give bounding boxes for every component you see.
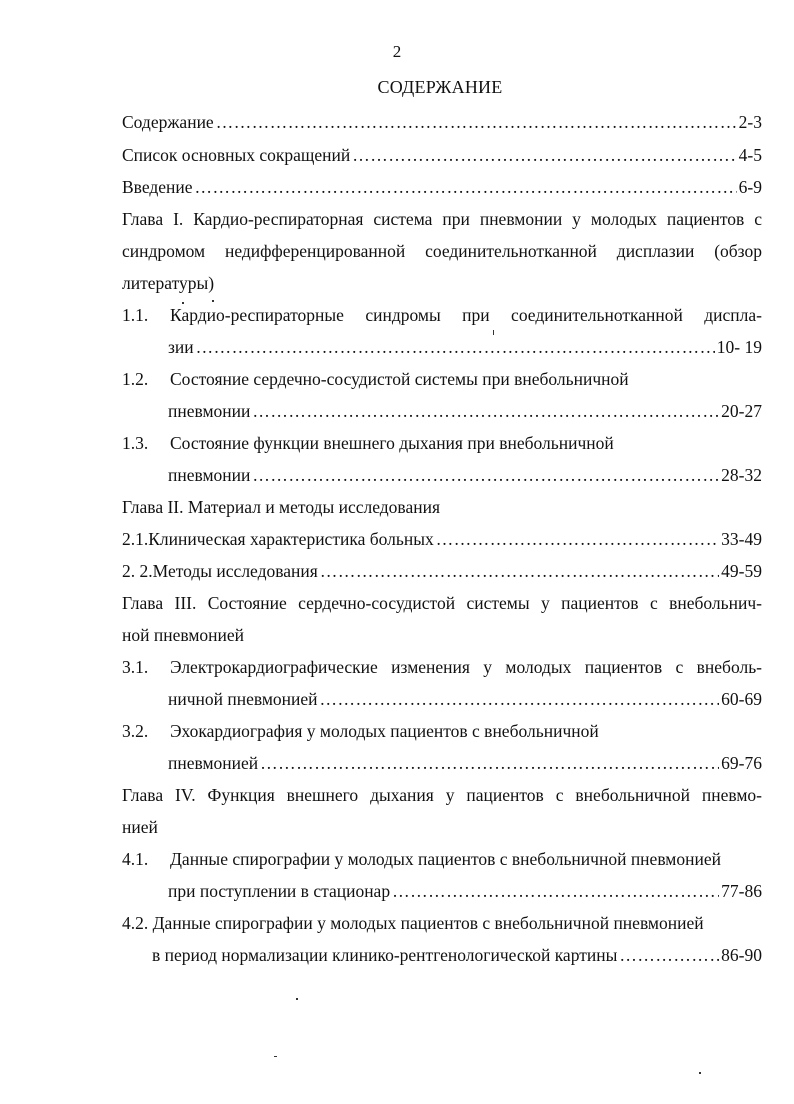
toc-entry-abbreviations [122, 144, 762, 166]
toc-section-3-2-cont [168, 752, 762, 774]
chapter-4-heading-line-1: Глава IV. Функция внешнего дыхания у пациентов с внебольничной пневмо- [122, 785, 762, 805]
dot-leader [252, 400, 719, 422]
toc-entry-pages: 20-27 [721, 401, 762, 421]
scan-speck [493, 330, 494, 335]
toc-entry-pages: 77-86 [721, 881, 762, 901]
section-title-line-1: Электрокардиографические изменения у молодых пациентов с внеболь- [170, 657, 762, 677]
section-title-line-2: пневмонии [168, 465, 251, 485]
scan-speck [274, 1056, 277, 1057]
chapter-1-heading-line-1: Глава I. Кардио-респираторная система при пневмонии у молодых пациентов с [122, 209, 762, 229]
dot-leader [619, 944, 719, 966]
section-number: 4.2. [122, 913, 149, 933]
toc-entry-pages: 60-69 [721, 689, 762, 709]
section-title-line-1: Состояние сердечно-сосудистой системы при внебольничной [170, 369, 629, 389]
section-title-line-2: зии [168, 337, 194, 357]
section-number: 3.2. [122, 721, 149, 741]
section-number: 3.1. [122, 657, 149, 677]
toc-section-1-3-cont [168, 464, 762, 486]
section-title-line-2: в период нормализации клинико-рентгенологической картины [152, 945, 618, 965]
scan-speck [182, 302, 184, 304]
section-number: 1.1. [122, 305, 149, 325]
section-title: Методы исследования [152, 561, 318, 581]
scan-speck [699, 1072, 701, 1074]
dot-leader [436, 528, 719, 550]
toc-entry-contents [122, 111, 762, 133]
toc-entry-pages: 86-90 [721, 945, 762, 965]
page-number: 2 [392, 42, 402, 61]
toc-section-3-1-cont [168, 688, 762, 710]
toc-section-4-2-cont [152, 944, 762, 966]
dot-leader [320, 688, 720, 710]
chapter-3-heading-line-2: ной пневмонией [122, 625, 245, 645]
chapter-3-heading-line-1: Глава III. Состояние сердечно-сосудистой системы у пациентов с внебольнич- [122, 593, 762, 613]
toc-entry-pages: 6-9 [738, 177, 762, 197]
dot-leader [352, 144, 736, 166]
toc-section-2-2 [122, 560, 762, 582]
toc-entry-introduction [122, 176, 762, 198]
section-title: Клиническая характеристика больных [148, 529, 434, 549]
toc-section-1-3 [122, 432, 762, 454]
section-number: 1.2. [122, 369, 149, 389]
toc-section-3-1 [122, 656, 762, 678]
dot-leader [320, 560, 719, 582]
chapter-4-heading-line-2: нией [122, 817, 158, 837]
toc-title: СОДЕРЖАНИЕ [377, 77, 503, 97]
section-title-line-1: Состояние функции внешнего дыхания при внебольничной [170, 433, 614, 453]
toc-section-4-2 [122, 912, 762, 934]
toc-entry-pages: 28-32 [721, 465, 762, 485]
section-title-line-2: при поступлении в стационар [168, 881, 391, 901]
section-title-line-2: пневмонией [168, 753, 259, 773]
toc-section-4-1 [122, 848, 762, 870]
section-number: 2. 2. [122, 561, 153, 581]
section-title-line-2: пневмонии [168, 401, 251, 421]
dot-leader [392, 880, 719, 902]
section-number: 2.1. [122, 529, 149, 549]
section-title-line-1: Эхокардиография у молодых пациентов с внебольничной [170, 721, 599, 741]
toc-entry-pages: 10- 19 [716, 337, 762, 357]
toc-section-1-1 [122, 304, 762, 326]
scan-speck [296, 998, 298, 1000]
dot-leader [216, 111, 737, 133]
toc-section-2-1 [122, 528, 762, 550]
toc-entry-pages: 33-49 [721, 529, 762, 549]
chapter-1-heading-line-2: синдромом недифференцированной соединительнотканной дисплазии (обзор [122, 241, 762, 261]
section-title-line-1: Данные спирографии у молодых пациентов с внебольничной пневмонией [170, 849, 721, 869]
chapter-1-heading-line-3: литературы) [122, 273, 215, 293]
section-title-line-1: Данные спирографии у молодых пациентов с внебольничной пневмонией [152, 913, 704, 933]
dot-leader [196, 336, 715, 358]
toc-section-1-2 [122, 368, 762, 390]
toc-entry-pages: 4-5 [738, 145, 762, 165]
section-number: 1.3. [122, 433, 149, 453]
dot-leader [195, 176, 737, 198]
toc-section-3-2 [122, 720, 762, 742]
dot-leader [252, 464, 719, 486]
toc-section-1-2-cont [168, 400, 762, 422]
toc-entry-title: Введение [122, 177, 193, 197]
section-title-line-1: Кардио-респираторные синдромы при соединительнотканной диспла- [170, 305, 762, 325]
section-title-line-2: ничной пневмонией [168, 689, 318, 709]
scan-speck [212, 300, 214, 302]
dot-leader [260, 752, 719, 774]
toc-section-1-1-cont [168, 336, 762, 358]
toc-entry-title: Список основных сокращений [122, 145, 351, 165]
chapter-2-heading: Глава II. Материал и методы исследования [122, 497, 440, 517]
section-number: 4.1. [122, 849, 149, 869]
toc-entry-pages: 69-76 [721, 753, 762, 773]
toc-entry-pages: 49-59 [721, 561, 762, 581]
toc-entry-pages: 2-3 [738, 112, 762, 132]
toc-section-4-1-cont [168, 880, 762, 902]
toc-entry-title: Содержание [122, 112, 214, 132]
